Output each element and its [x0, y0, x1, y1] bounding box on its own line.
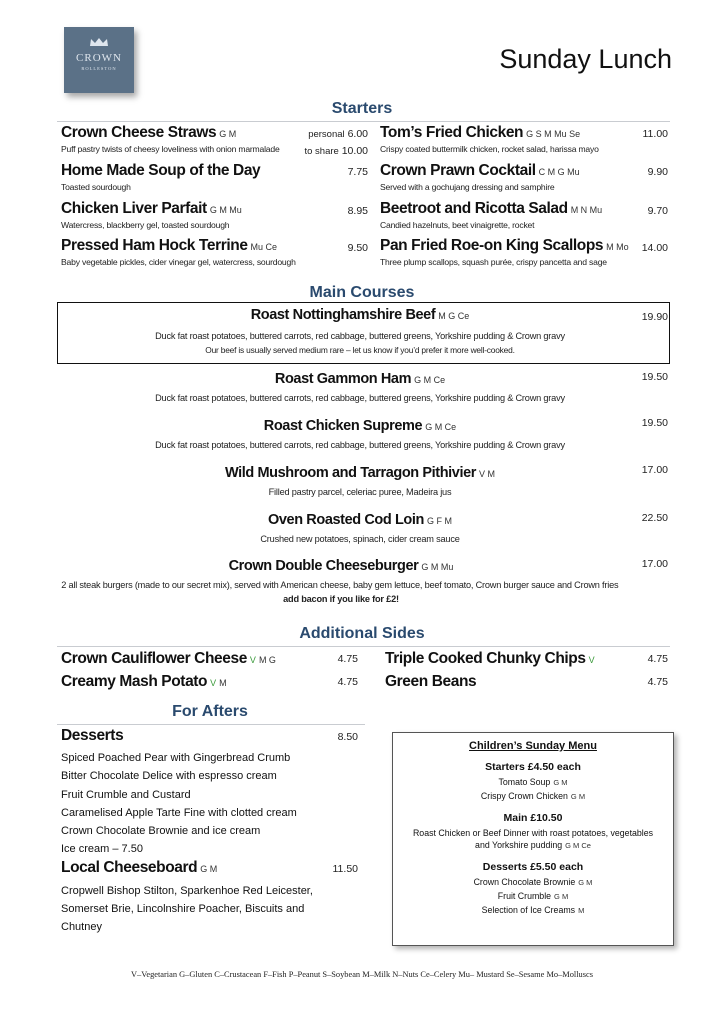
menu-item [380, 237, 629, 267]
allergen-tags: G M Mu [209, 205, 242, 215]
price-label: personal [308, 129, 345, 140]
side-item [61, 673, 227, 691]
item-price: 4.75 [337, 676, 358, 688]
item-price: 17.00 [641, 464, 668, 476]
item-description: Puff pastry twists of cheesy loveliness with onion marmalade [61, 144, 280, 154]
allergen-tags: M N Mu [570, 205, 603, 215]
item-name: Roast Nottinghamshire Beef [250, 307, 436, 323]
menu-item [61, 237, 296, 267]
item-extra: add bacon if you like for £2! [283, 594, 399, 604]
item-name: Selection of Ice Creams [481, 905, 576, 915]
menu-item [61, 200, 242, 230]
dessert-list [61, 749, 297, 859]
list-item: Fruit Crumble and Custard [61, 788, 191, 801]
kids-item [393, 890, 673, 903]
item-name: Tom’s Fried Chicken [380, 124, 524, 141]
item-price: 19.90 [641, 311, 668, 323]
item-description: Watercress, blackberry gel, toasted sourdough [61, 220, 230, 230]
item-price: 9.90 [647, 166, 668, 178]
item-price: 19.50 [641, 417, 668, 429]
kids-item [393, 904, 673, 917]
price-label: to share [304, 146, 339, 157]
side-item [385, 650, 595, 668]
kids-item [393, 876, 673, 889]
item-price [296, 128, 368, 140]
item-name: Pan Fried Roe-on King Scallops [380, 237, 604, 254]
item-description: 2 all steak burgers (made to our secret mix), served with American cheese, baby gem lettuce, beef tomato, Crown burger sauce and Crown fries [61, 580, 619, 590]
item-price: 8.95 [347, 205, 368, 217]
allergen-tags: C M G Mu [538, 167, 580, 177]
item-name: Triple Cooked Chunky Chips [385, 650, 586, 667]
item-price: 4.75 [647, 676, 668, 688]
item-name: Beetroot and Ricotta Salad [380, 200, 568, 217]
item-name: Crown Cauliflower Cheese [61, 650, 247, 667]
item-price: 19.50 [641, 371, 668, 383]
allergen-tags: G M [219, 129, 237, 139]
item-price: 9.50 [347, 242, 368, 254]
allergen-tags: G M [200, 864, 218, 874]
item-name: Green Beans [385, 673, 477, 690]
logo-subtitle: ROLLESTON [81, 66, 117, 71]
item-price: 11.00 [642, 128, 668, 140]
childrens-menu-box [392, 732, 674, 946]
item-description: Crispy coated buttermilk chicken, rocket salad, harissa mayo [380, 144, 599, 154]
list-item: Ice cream – 7.50 [61, 843, 143, 856]
list-item: Bitter Chocolate Delice with espresso cream [61, 770, 277, 783]
item-description: Duck fat roast potatoes, buttered carrots, red cabbage, buttered greens, Yorkshire pudding & Crown gravy [155, 331, 565, 341]
logo-name: CROWN [76, 52, 122, 64]
side-item [385, 673, 476, 691]
menu-item [380, 124, 599, 154]
allergen-tags: G M [553, 778, 568, 787]
item-name: Pressed Ham Hock Terrine [61, 237, 248, 254]
allergen-tags: V M [479, 469, 496, 479]
allergen-tags: M G Ce [438, 311, 470, 321]
allergen-tags: Mu Ce [250, 242, 278, 252]
sides-heading: Additional Sides [299, 625, 425, 642]
allergen-tags: G M [570, 792, 586, 801]
item-name: Roast Gammon Ham [274, 371, 412, 387]
desserts-section [61, 727, 297, 859]
item-name: Local Cheeseboard [61, 859, 198, 876]
item-name: Crown Chocolate Brownie [473, 877, 576, 887]
kids-item [393, 827, 673, 852]
item-name: Desserts [61, 727, 124, 744]
vegetarian-tag: V [588, 655, 595, 665]
item-note: Our beef is usually served medium rare – let us know if you’d prefer it more well-cooked. [205, 345, 515, 355]
mains-heading: Main Courses [309, 284, 415, 301]
list-item: Spiced Poached Pear with Gingerbread Crumb [61, 752, 291, 764]
allergen-tags: G M [578, 878, 593, 887]
menu-item [58, 558, 624, 606]
logo [64, 27, 134, 93]
item-name: Wild Mushroom and Tarragon Pithivier [224, 465, 477, 481]
item-description: Roast Chicken or Beef Dinner with roast potatoes, vegetables and Yorkshire pudding [412, 828, 654, 850]
item-description: Filled pastry parcel, celeriac puree, Madeira jus [268, 487, 452, 497]
item-price: 11.50 [332, 863, 358, 875]
menu-item [60, 371, 660, 405]
item-name: Chicken Liver Parfait [61, 200, 207, 217]
item-price: 4.75 [647, 653, 668, 665]
allergen-tags: G M Mu [421, 562, 454, 572]
kids-desserts-heading: Desserts £5.50 each [482, 861, 584, 873]
menu-item [60, 307, 660, 357]
crown-icon [89, 37, 109, 47]
list-item: Caramelised Apple Tarte Fine with clotted cream [61, 806, 297, 819]
kids-starters-heading: Starters £4.50 each [485, 761, 581, 773]
menu-item [60, 465, 660, 499]
price-value: 6.00 [347, 128, 368, 140]
allergen-tags: G M [554, 892, 569, 901]
vegetarian-tag: V [249, 655, 256, 665]
item-name: Creamy Mash Potato [61, 673, 208, 690]
list-item: Crown Chocolate Brownie and ice cream [61, 825, 261, 838]
item-price: 4.75 [337, 653, 358, 665]
item-description: Cropwell Bishop Stilton, Sparkenhoe Red Leicester, Somerset Brie, Lincolnshire Poacher, Biscuits and Chutney [61, 885, 313, 933]
item-price: 7.75 [347, 166, 368, 178]
menu-item [380, 200, 602, 230]
item-description: Baby vegetable pickles, cider vinegar gel, watercress, sourdough [61, 257, 296, 267]
item-description: Crushed new potatoes, spinach, cider cream sauce [260, 534, 460, 544]
divider [57, 724, 365, 725]
allergen-tags: M Mo [606, 242, 629, 252]
divider [57, 121, 670, 122]
side-item [61, 650, 276, 668]
allergen-tags: G M Ce [414, 375, 446, 385]
item-name: Oven Roasted Cod Loin [268, 512, 424, 528]
item-name: Crown Prawn Cocktail [380, 162, 536, 179]
allergen-tags: G F M [426, 516, 452, 526]
item-price: 9.70 [647, 205, 668, 217]
item-description: Candied hazelnuts, beet vinaigrette, rocket [380, 220, 535, 230]
menu-item [380, 162, 580, 192]
item-price: 22.50 [641, 512, 668, 524]
item-description: Served with a gochujang dressing and samphire [380, 182, 555, 192]
allergen-tags: M [219, 678, 227, 688]
afters-heading: For Afters [172, 703, 248, 720]
item-name: Tomato Soup [498, 777, 551, 787]
page-title: Sunday Lunch [499, 44, 672, 74]
item-name: Fruit Crumble [497, 891, 552, 901]
starters-heading: Starters [331, 100, 393, 117]
item-name: Crown Cheese Straws [61, 124, 217, 141]
kids-item [393, 776, 673, 789]
allergen-tags: G S M Mu Se [526, 129, 581, 139]
price-value: 10.00 [341, 145, 368, 157]
allergen-legend: V–Vegetarian G–Gluten C–Crustacean F–Fish P–Peanut S–Soybean M–Milk N–Nuts Ce–Celery Mu– Mustard Se–Sesame Mo–Molluscs [131, 970, 593, 979]
item-name: Roast Chicken Supreme [263, 418, 423, 434]
item-price: 8.50 [337, 731, 358, 743]
kids-item [393, 790, 673, 803]
menu-item [60, 418, 660, 452]
item-description: Toasted sourdough [61, 182, 131, 192]
divider [57, 646, 670, 647]
menu-item [60, 512, 660, 546]
item-description: Duck fat roast potatoes, buttered carrots, red cabbage, buttered greens, Yorkshire pudding & Crown gravy [155, 393, 565, 403]
allergen-tags: G M Ce [425, 422, 457, 432]
item-name: Crown Double Cheeseburger [228, 558, 419, 574]
allergen-tags: M [578, 906, 585, 915]
menu-item [61, 859, 321, 936]
item-price [296, 145, 368, 157]
childrens-menu-title: Children’s Sunday Menu [469, 740, 597, 752]
vegetarian-tag: V [210, 678, 217, 688]
menu-item [61, 124, 280, 154]
allergen-tags: M G [258, 655, 276, 665]
item-name: Crispy Crown Chicken [480, 791, 568, 801]
menu-item [61, 162, 263, 192]
item-description: Three plump scallops, squash purée, crispy pancetta and sage [380, 257, 607, 267]
item-price: 17.00 [641, 558, 668, 570]
allergen-tags: G M Ce [565, 841, 591, 850]
kids-main-heading: Main £10.50 [503, 812, 563, 824]
item-description: Duck fat roast potatoes, buttered carrots, red cabbage, buttered greens, Yorkshire pudding & Crown gravy [155, 440, 565, 450]
item-price: 14.00 [641, 242, 668, 254]
item-name: Home Made Soup of the Day [61, 162, 261, 179]
